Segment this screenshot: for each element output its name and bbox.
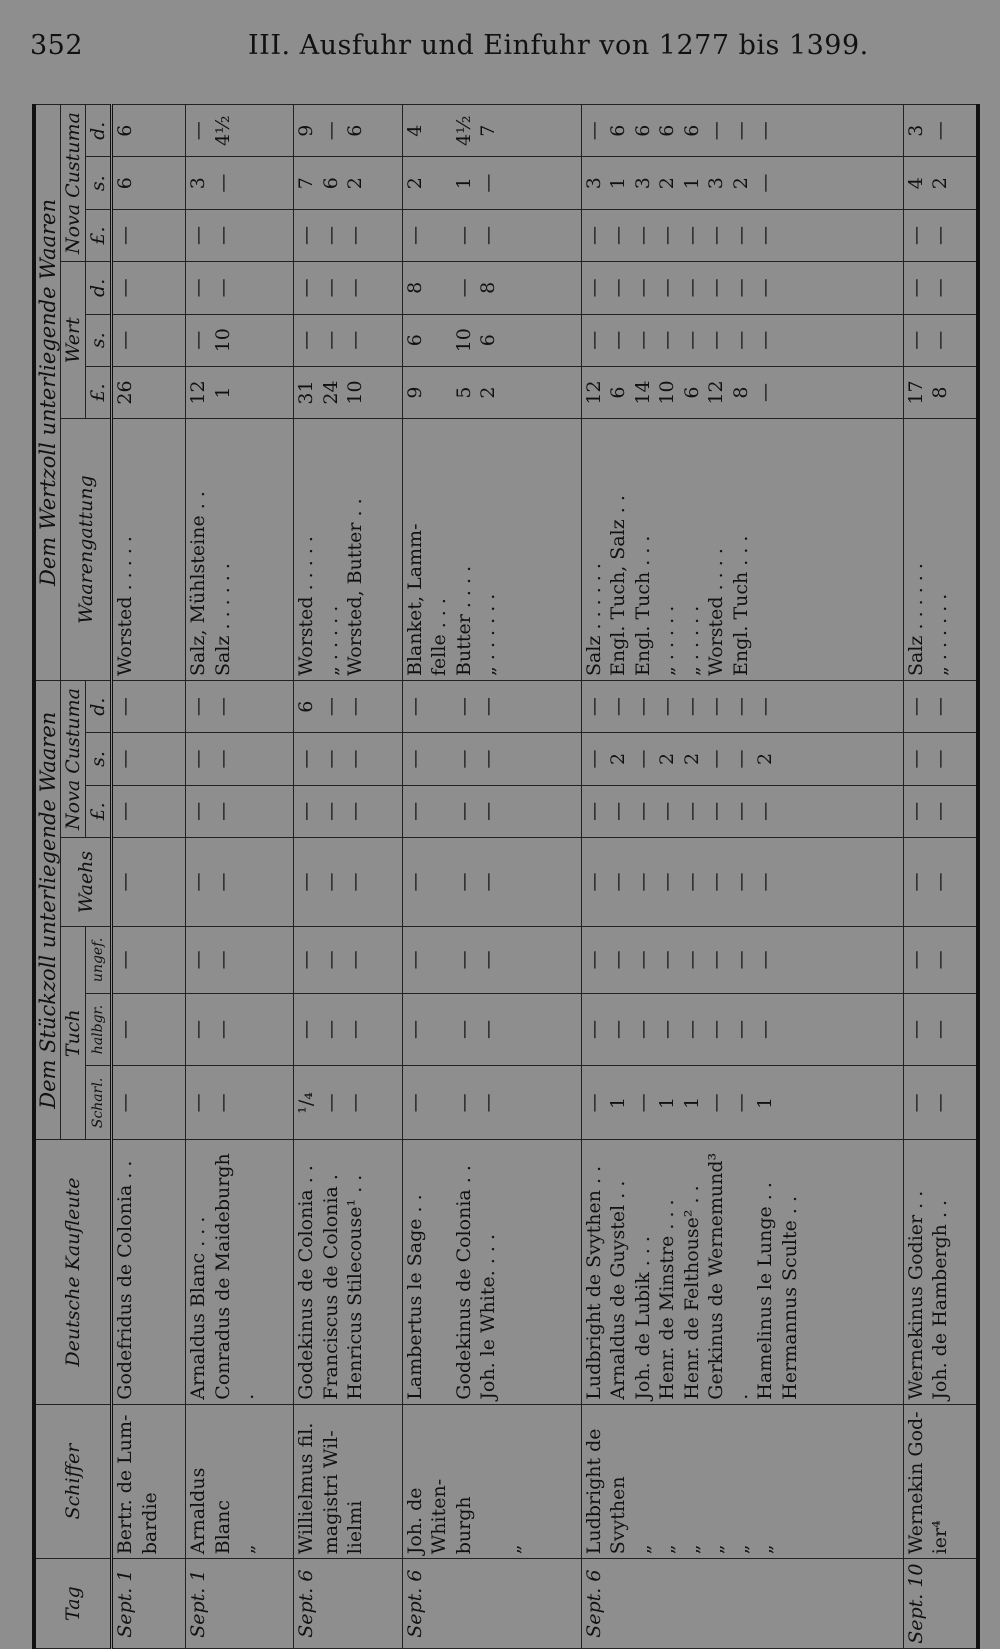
cell-nc1-l: — — (186, 785, 294, 837)
header-nc2-pence: d. (86, 105, 112, 158)
cell-tag: Sept. 1 (112, 1559, 186, 1649)
cell-nc1-d: — — — — — — — — (581, 680, 903, 732)
header-waarengattung: Waarengattung (61, 419, 112, 681)
cell-waehs: — — (903, 838, 978, 927)
cell-waehs: — (112, 838, 186, 927)
cell-waarengattung: Salz . . . . . . Engl. Tuch, Salz . . Engl. Tuch . . . „ . . . . . „ . . . . . Worsted . . . . Engl. Tuch . . . (581, 419, 903, 681)
cell-schiffer: Joh. de Whiten- burgh „ (402, 1404, 581, 1559)
header-nova-custuma-2: Nova Custuma (61, 105, 86, 262)
cell-kaufleute: Godefridus de Colonia . . (112, 1140, 186, 1404)
cell-nc1-s: — (112, 733, 186, 785)
cell-wert-l: 9 5 2 (402, 366, 581, 418)
cell-tuch-halbgr: — — — (294, 993, 402, 1066)
cell-wert-l: 12 1 (186, 366, 294, 418)
cell-tuch-scharl: ¹/₄ — — (294, 1066, 402, 1140)
cell-waehs: — — — (402, 838, 581, 927)
cell-schiffer: Willielmus fil. magistri Wil- lielmi (294, 1404, 402, 1559)
cell-tuch-scharl: — — (903, 1066, 978, 1140)
cell-tuch-halbgr: — — — — — — — — (581, 993, 903, 1066)
cell-tag: Sept. 10 (903, 1559, 978, 1649)
customs-table (32, 104, 980, 1649)
cell-nc2-d: — 6 6 6 6 — — — (581, 105, 903, 158)
cell-nc1-d: — (112, 680, 186, 732)
cell-wert-d: 8 — 8 (402, 262, 581, 314)
cell-schiffer: Arnaldus Blanc „ (186, 1404, 294, 1559)
cell-kaufleute: Arnaldus Blanc . . . Conradus de Maideburgh . (186, 1140, 294, 1404)
cell-tag: Sept. 1 (186, 1559, 294, 1649)
header-halbgr: halbgr. (86, 993, 112, 1066)
cell-wert-s: 6 10 6 (402, 314, 581, 366)
cell-nc1-l: — — (903, 785, 978, 837)
cell-nc2-s: 2 1 — (402, 157, 581, 209)
cell-tuch-halbgr: — (112, 993, 186, 1066)
cell-kaufleute: Wernekinus Godier . . Joh. de Hambergh . . (903, 1140, 978, 1404)
cell-tag: Sept. 6 (294, 1559, 402, 1649)
cell-nc2-l: — (112, 209, 186, 261)
header-nova-custuma-1: Nova Custuma (61, 680, 86, 837)
cell-nc2-s: 6 (112, 157, 186, 209)
cell-tuch-ungef: — — — (294, 927, 402, 994)
cell-waarengattung: Salz . . . . . . „ . . . . . . (903, 419, 978, 681)
cell-wert-l: 12 6 14 10 6 12 8 — (581, 366, 903, 418)
table-row (903, 105, 978, 1649)
cell-wert-s: — (112, 314, 186, 366)
cell-wert-d: — — (903, 262, 978, 314)
cell-nc2-s: 7 6 2 (294, 157, 402, 209)
cell-wert-d: — (112, 262, 186, 314)
cell-waehs: — — — (294, 838, 402, 927)
cell-tuch-ungef: — — — — — — — — (581, 927, 903, 994)
cell-wert-l: 31 24 10 (294, 366, 402, 418)
rotated-table-sheet (32, 104, 980, 1649)
cell-tuch-ungef: — — (903, 927, 978, 994)
cell-wert-d: — — (186, 262, 294, 314)
cell-waarengattung: Blanket, Lamm- felle . . . Butter . . . . „ . . . . . . (402, 419, 581, 681)
header-waehs: Waehs (61, 838, 112, 927)
header-wert-shilling: s. (86, 314, 112, 366)
running-title: III. Ausfuhr und Einfuhr von 1277 bis 1399. (248, 30, 869, 61)
header-scharl: Scharl. (86, 1066, 112, 1140)
cell-waehs: — — (186, 838, 294, 927)
cell-waarengattung: Worsted . . . . . „ . . . . . Worsted, Butter . . (294, 419, 402, 681)
cell-waarengattung: Salz, Mühlsteine . . Salz . . . . . . (186, 419, 294, 681)
cell-nc2-d: 3 — (903, 105, 978, 158)
cell-waehs: — — — — — — — — (581, 838, 903, 927)
cell-nc2-l: — — — — — — — — (581, 209, 903, 261)
cell-nc1-s: — 2 — 2 2 — — 2 (581, 733, 903, 785)
cell-nc1-d: 6 — — (294, 680, 402, 732)
table-row (294, 105, 402, 1649)
header-ungef: ungef. (86, 927, 112, 994)
cell-nc1-s: — — (186, 733, 294, 785)
cell-tag: Sept. 6 (402, 1559, 581, 1649)
cell-wert-s: — — — (294, 314, 402, 366)
cell-wert-s: — — (903, 314, 978, 366)
header-nc1-pence: d. (86, 680, 112, 732)
cell-nc2-l: — — (186, 209, 294, 261)
cell-schiffer: Ludbright de Svythen „ „ „ „ „ „ (581, 1404, 903, 1559)
cell-tuch-scharl: — 1 — 1 1 — — 1 (581, 1066, 903, 1140)
cell-wert-l: 26 (112, 366, 186, 418)
cell-nc1-s: — — (903, 733, 978, 785)
cell-tag: Sept. 6 (581, 1559, 903, 1649)
cell-kaufleute: Lambertus le Sage . . Godekinus de Colonia . . Joh. le White. . . . (402, 1140, 581, 1404)
cell-tuch-scharl: — — — (402, 1066, 581, 1140)
cell-nc1-l: — — — (402, 785, 581, 837)
header-wert-pound: £. (86, 366, 112, 418)
cell-nc2-l: — — (903, 209, 978, 261)
header-tag: Tag (34, 1559, 112, 1649)
cell-schiffer: Wernekin God- ier⁴ (903, 1404, 978, 1559)
cell-nc1-d: — — (903, 680, 978, 732)
header-wert-pence: d. (86, 262, 112, 314)
cell-nc1-l: — — — — — — — — (581, 785, 903, 837)
cell-wert-d: — — — — — — — — (581, 262, 903, 314)
header-nc1-shilling: s. (86, 733, 112, 785)
cell-tuch-scharl: — — (186, 1066, 294, 1140)
cell-nc2-s: 3 — (186, 157, 294, 209)
cell-tuch-scharl: — (112, 1066, 186, 1140)
cell-wert-s: — — — — — — — — (581, 314, 903, 366)
cell-nc2-d: 9 — 6 (294, 105, 402, 158)
cell-nc1-d: — — (186, 680, 294, 732)
cell-wert-s: — 10 (186, 314, 294, 366)
cell-schiffer: Bertr. de Lum- bardie (112, 1404, 186, 1559)
cell-nc1-l: — (112, 785, 186, 837)
cell-tuch-halbgr: — — (903, 993, 978, 1066)
cell-tuch-ungef: — — (186, 927, 294, 994)
cell-tuch-ungef: — — — (402, 927, 581, 994)
header-stueckzoll: Dem Stückzoll unterliegende Waaren (34, 680, 61, 1139)
header-nc2-pound: £. (86, 209, 112, 261)
header-nc1-pound: £. (86, 785, 112, 837)
cell-nc2-l: — — — (402, 209, 581, 261)
header-wertzoll: Dem Wertzoll unterliegende Waaren (34, 105, 61, 681)
page-number: 352 (30, 30, 84, 61)
cell-kaufleute: Godekinus de Colonia . . Franciscus de Colonia . Henricus Stilecouse¹ . . (294, 1140, 402, 1404)
cell-tuch-halbgr: — — — (402, 993, 581, 1066)
table-row (402, 105, 581, 1649)
table-row (186, 105, 294, 1649)
cell-nc1-d: — — — (402, 680, 581, 732)
cell-nc1-s: — — — (294, 733, 402, 785)
cell-wert-d: — — — (294, 262, 402, 314)
table-row (112, 105, 186, 1649)
cell-waarengattung: Worsted . . . . . (112, 419, 186, 681)
cell-tuch-ungef: — (112, 927, 186, 994)
cell-nc1-l: — — — (294, 785, 402, 837)
table-row (581, 105, 903, 1649)
cell-tuch-halbgr: — — (186, 993, 294, 1066)
header-kaufleute: Deutsche Kaufleute (34, 1140, 112, 1404)
table-body (112, 105, 979, 1649)
cell-kaufleute: Ludbright de Svythen . . Arnaldus de Guystel . . Joh. de Lubik . . . Henr. de Minstre . . . Henr. de Felthouse² . . Gerkinus de Wernemund³ . Hamelinus le Lunge . . Hermannus Sculte . . (581, 1140, 903, 1404)
cell-nc2-s: 3 1 3 2 1 3 2 — (581, 157, 903, 209)
cell-nc2-s: 4 2 (903, 157, 978, 209)
cell-nc1-s: — — — (402, 733, 581, 785)
header-nc2-shilling: s. (86, 157, 112, 209)
header-wert: Wert (61, 262, 86, 419)
header-schiffer: Schiffer (34, 1404, 112, 1559)
cell-wert-l: 17 8 (903, 366, 978, 418)
cell-nc2-d: 4 4½ 7 (402, 105, 581, 158)
cell-nc2-d: — 4½ (186, 105, 294, 158)
header-tuch: Tuch (61, 927, 86, 1140)
cell-nc2-l: — — — (294, 209, 402, 261)
cell-nc2-d: 6 (112, 105, 186, 158)
